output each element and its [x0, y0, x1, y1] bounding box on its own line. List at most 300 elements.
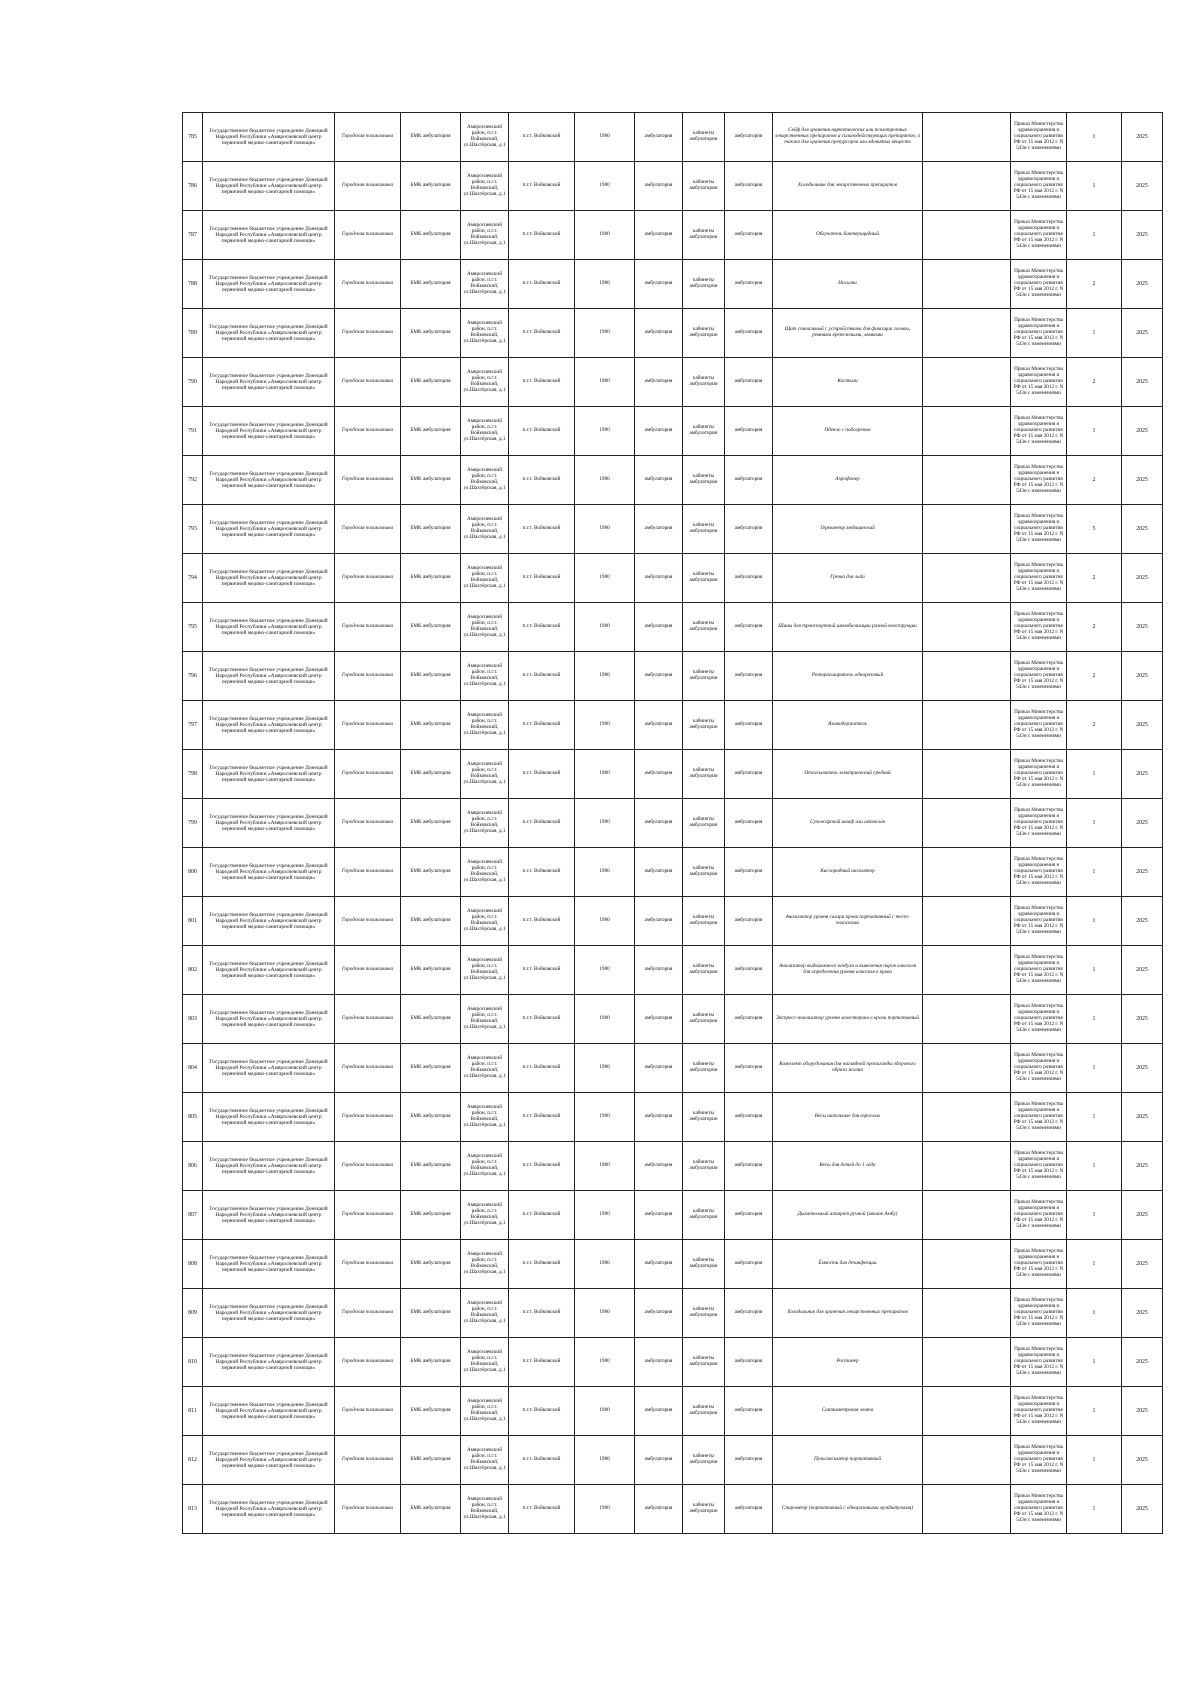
year: 1980: [575, 260, 635, 309]
cabinet: кабинеты амбулатории: [683, 848, 725, 897]
subdivision: БМК амбулатория: [401, 1142, 461, 1191]
legal-basis: Приказ Министерства здравоохранения и социального развития РФ от 15 мая 2012 г. N 543н с изменениями: [1011, 309, 1067, 358]
cabinet: кабинеты амбулатории: [683, 897, 725, 946]
department: амбулатория: [725, 211, 773, 260]
locality: п.г.т. Войковский: [509, 554, 575, 603]
facility-type: Городская поликлиника: [335, 309, 401, 358]
facility-type: Городская поликлиника: [335, 750, 401, 799]
department: амбулатория: [725, 946, 773, 995]
address: Амвросиевский район, п.г.т. Войковский, ул.Шахтёрская, д.1: [461, 897, 509, 946]
quantity: 1: [1067, 897, 1122, 946]
cabinet: кабинеты амбулатории: [683, 1191, 725, 1240]
address: Амвросиевский район, п.г.т. Войковский, ул.Шахтёрская, д.1: [461, 946, 509, 995]
organization-name: Государственное бюджетное учреждение Донецкой Народной Республики «Амвросиевский центр первичной медико-санитарной помощи»: [203, 1044, 335, 1093]
kind: амбулатория: [635, 799, 683, 848]
organization-name: Государственное бюджетное учреждение Донецкой Народной Республики «Амвросиевский центр первичной медико-санитарной помощи»: [203, 1240, 335, 1289]
quantity: 1: [1067, 1093, 1122, 1142]
address: Амвросиевский район, п.г.т. Войковский, ул.Шахтёрская, д.1: [461, 554, 509, 603]
subdivision: БМК амбулатория: [401, 505, 461, 554]
address: Амвросиевский район, п.г.т. Войковский, ул.Шахтёрская, д.1: [461, 1240, 509, 1289]
quantity: 2: [1067, 456, 1122, 505]
locality: п.г.т. Войковский: [509, 701, 575, 750]
kind: амбулатория: [635, 1436, 683, 1485]
legal-basis: Приказ Министерства здравоохранения и социального развития РФ от 15 мая 2012 г. N 543н с изменениями: [1011, 1387, 1067, 1436]
kind: амбулатория: [635, 358, 683, 407]
row-number: 795: [183, 603, 203, 652]
deadline-year: 2025: [1122, 652, 1163, 701]
kind: амбулатория: [635, 1485, 683, 1534]
deadline-year: 2025: [1122, 1338, 1163, 1387]
legal-basis: Приказ Министерства здравоохранения и социального развития РФ от 15 мая 2012 г. N 543н с изменениями: [1011, 1289, 1067, 1338]
address: Амвросиевский район, п.г.т. Войковский, ул.Шахтёрская, д.1: [461, 260, 509, 309]
row-number: 787: [183, 211, 203, 260]
empty-cell: [923, 1485, 1011, 1534]
cabinet: кабинеты амбулатории: [683, 1142, 725, 1191]
deadline-year: 2025: [1122, 1485, 1163, 1534]
equipment-item: Комплект оборудования для наглядной пропаганды здорового образа жизни: [773, 1044, 923, 1093]
table-row: [183, 603, 1163, 652]
table-row: [183, 309, 1163, 358]
organization-name: Государственное бюджетное учреждение Донецкой Народной Республики «Амвросиевский центр первичной медико-санитарной помощи»: [203, 701, 335, 750]
equipment-item: Шины для транспортной иммобилизации разной конструкции: [773, 603, 923, 652]
subdivision: БМК амбулатория: [401, 1485, 461, 1534]
department: амбулатория: [725, 848, 773, 897]
deadline-year: 2025: [1122, 1387, 1163, 1436]
department: амбулатория: [725, 1289, 773, 1338]
equipment-item: Анализатор уровня сахара крови портативный с тест-полосками: [773, 897, 923, 946]
legal-basis: Приказ Министерства здравоохранения и социального развития РФ от 15 мая 2012 г. N 543н с изменениями: [1011, 750, 1067, 799]
quantity: 1: [1067, 162, 1122, 211]
department: амбулатория: [725, 603, 773, 652]
locality: п.г.т. Войковский: [509, 260, 575, 309]
department: амбулатория: [725, 799, 773, 848]
subdivision: БМК амбулатория: [401, 946, 461, 995]
deadline-year: 2025: [1122, 211, 1163, 260]
department: амбулатория: [725, 750, 773, 799]
document-page: [182, 112, 1148, 1534]
quantity: 1: [1067, 995, 1122, 1044]
row-number: 798: [183, 750, 203, 799]
organization-name: Государственное бюджетное учреждение Донецкой Народной Республики «Амвросиевский центр первичной медико-санитарной помощи»: [203, 162, 335, 211]
row-number: 803: [183, 995, 203, 1044]
organization-name: Государственное бюджетное учреждение Донецкой Народной Республики «Амвросиевский центр первичной медико-санитарной помощи»: [203, 554, 335, 603]
table-row: [183, 701, 1163, 750]
equipment-item: Холодильник для хранения лекарственных препаратов: [773, 1289, 923, 1338]
organization-name: Государственное бюджетное учреждение Донецкой Народной Республики «Амвросиевский центр первичной медико-санитарной помощи»: [203, 1289, 335, 1338]
legal-basis: Приказ Министерства здравоохранения и социального развития РФ от 15 мая 2012 г. N 543н с изменениями: [1011, 701, 1067, 750]
kind: амбулатория: [635, 603, 683, 652]
quantity: 1: [1067, 946, 1122, 995]
deadline-year: 2025: [1122, 162, 1163, 211]
empty-cell: [923, 1044, 1011, 1093]
locality: п.г.т. Войковский: [509, 1485, 575, 1534]
organization-name: Государственное бюджетное учреждение Донецкой Народной Республики «Амвросиевский центр первичной медико-санитарной помощи»: [203, 407, 335, 456]
cabinet: кабинеты амбулатории: [683, 1289, 725, 1338]
row-number: 801: [183, 897, 203, 946]
legal-basis: Приказ Министерства здравоохранения и социального развития РФ от 15 мая 2012 г. N 543н с изменениями: [1011, 554, 1067, 603]
equipment-item: Анализатор выдыхаемого воздуха и выявления паров алкоголя для определения уровня алкоголя в крови: [773, 946, 923, 995]
quantity: 1: [1067, 1338, 1122, 1387]
equipment-item: Экспресс-анализатор уровня холестерина в крови портативный: [773, 995, 923, 1044]
locality: п.г.т. Войковский: [509, 799, 575, 848]
quantity: 1: [1067, 1240, 1122, 1289]
cabinet: кабинеты амбулатории: [683, 407, 725, 456]
legal-basis: Приказ Министерства здравоохранения и социального развития РФ от 15 мая 2012 г. N 543н с изменениями: [1011, 505, 1067, 554]
deadline-year: 2025: [1122, 750, 1163, 799]
locality: п.г.т. Войковский: [509, 407, 575, 456]
table-row: [183, 554, 1163, 603]
subdivision: БМК амбулатория: [401, 113, 461, 162]
subdivision: БМК амбулатория: [401, 260, 461, 309]
legal-basis: Приказ Министерства здравоохранения и социального развития РФ от 15 мая 2012 г. N 543н с изменениями: [1011, 1093, 1067, 1142]
address: Амвросиевский район, п.г.т. Войковский, ул.Шахтёрская, д.1: [461, 456, 509, 505]
address: Амвросиевский район, п.г.т. Войковский, ул.Шахтёрская, д.1: [461, 652, 509, 701]
kind: амбулатория: [635, 407, 683, 456]
cabinet: кабинеты амбулатории: [683, 358, 725, 407]
subdivision: БМК амбулатория: [401, 358, 461, 407]
equipment-item: Ёмкости для дезинфекции: [773, 1240, 923, 1289]
kind: амбулатория: [635, 1093, 683, 1142]
deadline-year: 2025: [1122, 1142, 1163, 1191]
year: 1980: [575, 701, 635, 750]
year: 1980: [575, 1191, 635, 1240]
kind: амбулатория: [635, 505, 683, 554]
year: 1980: [575, 652, 635, 701]
department: амбулатория: [725, 652, 773, 701]
subdivision: БМК амбулатория: [401, 995, 461, 1044]
table-row: [183, 211, 1163, 260]
deadline-year: 2025: [1122, 1289, 1163, 1338]
organization-name: Государственное бюджетное учреждение Донецкой Народной Республики «Амвросиевский центр первичной медико-санитарной помощи»: [203, 1191, 335, 1240]
quantity: 1: [1067, 1387, 1122, 1436]
department: амбулатория: [725, 1436, 773, 1485]
subdivision: БМК амбулатория: [401, 799, 461, 848]
year: 1980: [575, 995, 635, 1044]
table-row: [183, 652, 1163, 701]
year: 1980: [575, 505, 635, 554]
year: 1980: [575, 1044, 635, 1093]
row-number: 785: [183, 113, 203, 162]
empty-cell: [923, 358, 1011, 407]
organization-name: Государственное бюджетное учреждение Донецкой Народной Республики «Амвросиевский центр первичной медико-санитарной помощи»: [203, 995, 335, 1044]
legal-basis: Приказ Министерства здравоохранения и социального развития РФ от 15 мая 2012 г. N 543н с изменениями: [1011, 995, 1067, 1044]
equipment-item: Ростомер: [773, 1338, 923, 1387]
empty-cell: [923, 1240, 1011, 1289]
address: Амвросиевский район, п.г.т. Войковский, ул.Шахтёрская, д.1: [461, 995, 509, 1044]
table-row: [183, 1044, 1163, 1093]
empty-cell: [923, 848, 1011, 897]
row-number: 802: [183, 946, 203, 995]
facility-type: Городская поликлиника: [335, 1191, 401, 1240]
cabinet: кабинеты амбулатории: [683, 652, 725, 701]
organization-name: Государственное бюджетное учреждение Донецкой Народной Республики «Амвросиевский центр первичной медико-санитарной помощи»: [203, 799, 335, 848]
kind: амбулатория: [635, 750, 683, 799]
empty-cell: [923, 505, 1011, 554]
equipment-item: Пульсоксиметр портативный: [773, 1436, 923, 1485]
locality: п.г.т. Войковский: [509, 995, 575, 1044]
subdivision: БМК амбулатория: [401, 848, 461, 897]
address: Амвросиевский район, п.г.т. Войковский, ул.Шахтёрская, д.1: [461, 701, 509, 750]
organization-name: Государственное бюджетное учреждение Донецкой Народной Республики «Амвросиевский центр первичной медико-санитарной помощи»: [203, 260, 335, 309]
table-row: [183, 1240, 1163, 1289]
row-number: 806: [183, 1142, 203, 1191]
deadline-year: 2025: [1122, 309, 1163, 358]
facility-type: Городская поликлиника: [335, 113, 401, 162]
table-row: [183, 995, 1163, 1044]
cabinet: кабинеты амбулатории: [683, 750, 725, 799]
locality: п.г.т. Войковский: [509, 848, 575, 897]
locality: п.г.т. Войковский: [509, 1044, 575, 1093]
cabinet: кабинеты амбулатории: [683, 1436, 725, 1485]
equipment-item: Аэрофонер: [773, 456, 923, 505]
organization-name: Государственное бюджетное учреждение Донецкой Народной Республики «Амвросиевский центр первичной медико-санитарной помощи»: [203, 456, 335, 505]
year: 1980: [575, 309, 635, 358]
organization-name: Государственное бюджетное учреждение Донецкой Народной Республики «Амвросиевский центр первичной медико-санитарной помощи»: [203, 309, 335, 358]
equipment-item: Термометр медицинский: [773, 505, 923, 554]
empty-cell: [923, 897, 1011, 946]
facility-type: Городская поликлиника: [335, 211, 401, 260]
department: амбулатория: [725, 358, 773, 407]
quantity: 1: [1067, 1289, 1122, 1338]
department: амбулатория: [725, 456, 773, 505]
locality: п.г.т. Войковский: [509, 897, 575, 946]
row-number: 799: [183, 799, 203, 848]
cabinet: кабинеты амбулатории: [683, 1044, 725, 1093]
locality: п.г.т. Войковский: [509, 1338, 575, 1387]
subdivision: БМК амбулатория: [401, 1387, 461, 1436]
row-number: 811: [183, 1387, 203, 1436]
deadline-year: 2025: [1122, 407, 1163, 456]
facility-type: Городская поликлиника: [335, 1093, 401, 1142]
address: Амвросиевский район, п.г.т. Войковский, ул.Шахтёрская, д.1: [461, 211, 509, 260]
legal-basis: Приказ Министерства здравоохранения и социального развития РФ от 15 мая 2012 г. N 543н с изменениями: [1011, 946, 1067, 995]
locality: п.г.т. Войковский: [509, 1436, 575, 1485]
table-row: [183, 1436, 1163, 1485]
department: амбулатория: [725, 1044, 773, 1093]
kind: амбулатория: [635, 1387, 683, 1436]
year: 1980: [575, 162, 635, 211]
row-number: 810: [183, 1338, 203, 1387]
table-row: [183, 1338, 1163, 1387]
organization-name: Государственное бюджетное учреждение Донецкой Народной Республики «Амвросиевский центр первичной медико-санитарной помощи»: [203, 1338, 335, 1387]
equipment-item: Дыхательный аппарат ручной (мешок Амбу): [773, 1191, 923, 1240]
deadline-year: 2025: [1122, 456, 1163, 505]
subdivision: БМК амбулатория: [401, 407, 461, 456]
department: амбулатория: [725, 1093, 773, 1142]
table-row: [183, 799, 1163, 848]
legal-basis: Приказ Министерства здравоохранения и социального развития РФ от 15 мая 2012 г. N 543н с изменениями: [1011, 456, 1067, 505]
facility-type: Городская поликлиника: [335, 505, 401, 554]
equipment-item: Языкодержатель: [773, 701, 923, 750]
organization-name: Государственное бюджетное учреждение Донецкой Народной Республики «Амвросиевский центр первичной медико-санитарной помощи»: [203, 1436, 335, 1485]
year: 1980: [575, 946, 635, 995]
locality: п.г.т. Войковский: [509, 1093, 575, 1142]
kind: амбулатория: [635, 260, 683, 309]
department: амбулатория: [725, 260, 773, 309]
table-row: [183, 162, 1163, 211]
cabinet: кабинеты амбулатории: [683, 113, 725, 162]
table-row: [183, 848, 1163, 897]
quantity: 2: [1067, 652, 1122, 701]
kind: амбулатория: [635, 897, 683, 946]
address: Амвросиевский район, п.г.т. Войковский, ул.Шахтёрская, д.1: [461, 603, 509, 652]
equipment-item: Кислородный ингалятор: [773, 848, 923, 897]
address: Амвросиевский район, п.г.т. Войковский, ул.Шахтёрская, д.1: [461, 1387, 509, 1436]
department: амбулатория: [725, 995, 773, 1044]
row-number: 809: [183, 1289, 203, 1338]
locality: п.г.т. Войковский: [509, 358, 575, 407]
empty-cell: [923, 1387, 1011, 1436]
locality: п.г.т. Войковский: [509, 456, 575, 505]
deadline-year: 2025: [1122, 113, 1163, 162]
legal-basis: Приказ Министерства здравоохранения и социального развития РФ от 15 мая 2012 г. N 543н с изменениями: [1011, 1338, 1067, 1387]
locality: п.г.т. Войковский: [509, 1387, 575, 1436]
facility-type: Городская поликлиника: [335, 1142, 401, 1191]
row-number: 797: [183, 701, 203, 750]
address: Амвросиевский район, п.г.т. Войковский, ул.Шахтёрская, д.1: [461, 358, 509, 407]
cabinet: кабинеты амбулатории: [683, 1240, 725, 1289]
organization-name: Государственное бюджетное учреждение Донецкой Народной Республики «Амвросиевский центр первичной медико-санитарной помощи»: [203, 750, 335, 799]
subdivision: БМК амбулатория: [401, 162, 461, 211]
equipment-item: Отсасыватель электрический средний: [773, 750, 923, 799]
cabinet: кабинеты амбулатории: [683, 260, 725, 309]
table-row: [183, 113, 1163, 162]
kind: амбулатория: [635, 162, 683, 211]
year: 1980: [575, 1387, 635, 1436]
quantity: 1: [1067, 211, 1122, 260]
organization-name: Государственное бюджетное учреждение Донецкой Народной Республики «Амвросиевский центр первичной медико-санитарной помощи»: [203, 848, 335, 897]
table-row: [183, 1289, 1163, 1338]
table-row: [183, 1485, 1163, 1534]
department: амбулатория: [725, 162, 773, 211]
address: Амвросиевский район, п.г.т. Войковский, ул.Шахтёрская, д.1: [461, 799, 509, 848]
row-number: 812: [183, 1436, 203, 1485]
cabinet: кабинеты амбулатории: [683, 603, 725, 652]
facility-type: Городская поликлиника: [335, 358, 401, 407]
equipment-item: Холодильник для лекарственных препаратов: [773, 162, 923, 211]
kind: амбулатория: [635, 554, 683, 603]
empty-cell: [923, 554, 1011, 603]
empty-cell: [923, 211, 1011, 260]
kind: амбулатория: [635, 309, 683, 358]
address: Амвросиевский район, п.г.т. Войковский, ул.Шахтёрская, д.1: [461, 1191, 509, 1240]
cabinet: кабинеты амбулатории: [683, 456, 725, 505]
empty-cell: [923, 603, 1011, 652]
locality: п.г.т. Войковский: [509, 505, 575, 554]
year: 1980: [575, 1436, 635, 1485]
table-row: [183, 505, 1163, 554]
year: 1980: [575, 799, 635, 848]
deadline-year: 2025: [1122, 799, 1163, 848]
kind: амбулатория: [635, 1338, 683, 1387]
year: 1980: [575, 211, 635, 260]
year: 1980: [575, 456, 635, 505]
locality: п.г.т. Войковский: [509, 1240, 575, 1289]
table-row: [183, 1142, 1163, 1191]
department: амбулатория: [725, 1191, 773, 1240]
organization-name: Государственное бюджетное учреждение Донецкой Народной Республики «Амвросиевский центр первичной медико-санитарной помощи»: [203, 1387, 335, 1436]
subdivision: БМК амбулатория: [401, 1044, 461, 1093]
table-row: [183, 1387, 1163, 1436]
locality: п.г.т. Войковский: [509, 1289, 575, 1338]
table-row: [183, 1191, 1163, 1240]
quantity: 2: [1067, 554, 1122, 603]
address: Амвросиевский район, п.г.т. Войковский, ул.Шахтёрская, д.1: [461, 1485, 509, 1534]
deadline-year: 2025: [1122, 358, 1163, 407]
year: 1980: [575, 407, 635, 456]
department: амбулатория: [725, 1485, 773, 1534]
equipment-item: Облучатель бактерицидный: [773, 211, 923, 260]
empty-cell: [923, 407, 1011, 456]
empty-cell: [923, 995, 1011, 1044]
address: Амвросиевский район, п.г.т. Войковский, ул.Шахтёрская, д.1: [461, 750, 509, 799]
legal-basis: Приказ Министерства здравоохранения и социального развития РФ от 15 мая 2012 г. N 543н с изменениями: [1011, 260, 1067, 309]
kind: амбулатория: [635, 652, 683, 701]
cabinet: кабинеты амбулатории: [683, 799, 725, 848]
year: 1980: [575, 848, 635, 897]
facility-type: Городская поликлиника: [335, 848, 401, 897]
row-number: 788: [183, 260, 203, 309]
organization-name: Государственное бюджетное учреждение Донецкой Народной Республики «Амвросиевский центр первичной медико-санитарной помощи»: [203, 652, 335, 701]
year: 1980: [575, 358, 635, 407]
row-number: 808: [183, 1240, 203, 1289]
table-row: [183, 1093, 1163, 1142]
facility-type: Городская поликлиника: [335, 1485, 401, 1534]
locality: п.г.т. Войковский: [509, 162, 575, 211]
facility-type: Городская поликлиника: [335, 554, 401, 603]
quantity: 1: [1067, 1044, 1122, 1093]
deadline-year: 2025: [1122, 1093, 1163, 1142]
organization-name: Государственное бюджетное учреждение Донецкой Народной Республики «Амвросиевский центр первичной медико-санитарной помощи»: [203, 897, 335, 946]
kind: амбулатория: [635, 848, 683, 897]
facility-type: Городская поликлиника: [335, 1044, 401, 1093]
subdivision: БМК амбулатория: [401, 1093, 461, 1142]
subdivision: БМК амбулатория: [401, 554, 461, 603]
quantity: 1: [1067, 309, 1122, 358]
organization-name: Государственное бюджетное учреждение Донецкой Народной Республики «Амвросиевский центр первичной медико-санитарной помощи»: [203, 505, 335, 554]
locality: п.г.т. Войковский: [509, 946, 575, 995]
empty-cell: [923, 701, 1011, 750]
subdivision: БМК амбулатория: [401, 211, 461, 260]
cabinet: кабинеты амбулатории: [683, 211, 725, 260]
cabinet: кабинеты амбулатории: [683, 946, 725, 995]
quantity: 5: [1067, 505, 1122, 554]
deadline-year: 2025: [1122, 995, 1163, 1044]
locality: п.г.т. Войковский: [509, 652, 575, 701]
organization-name: Государственное бюджетное учреждение Донецкой Народной Республики «Амвросиевский центр первичной медико-санитарной помощи»: [203, 211, 335, 260]
deadline-year: 2025: [1122, 260, 1163, 309]
row-number: 792: [183, 456, 203, 505]
legal-basis: Приказ Министерства здравоохранения и социального развития РФ от 15 мая 2012 г. N 543н с изменениями: [1011, 407, 1067, 456]
empty-cell: [923, 1338, 1011, 1387]
department: амбулатория: [725, 505, 773, 554]
quantity: 1: [1067, 799, 1122, 848]
deadline-year: 2025: [1122, 554, 1163, 603]
facility-type: Городская поликлиника: [335, 162, 401, 211]
empty-cell: [923, 309, 1011, 358]
address: Амвросиевский район, п.г.т. Войковский, ул.Шахтёрская, д.1: [461, 1142, 509, 1191]
deadline-year: 2025: [1122, 505, 1163, 554]
address: Амвросиевский район, п.г.т. Войковский, ул.Шахтёрская, д.1: [461, 1436, 509, 1485]
cabinet: кабинеты амбулатории: [683, 554, 725, 603]
deadline-year: 2025: [1122, 603, 1163, 652]
kind: амбулатория: [635, 995, 683, 1044]
kind: амбулатория: [635, 456, 683, 505]
year: 1980: [575, 113, 635, 162]
year: 1980: [575, 1289, 635, 1338]
quantity: 1: [1067, 113, 1122, 162]
subdivision: БМК амбулатория: [401, 456, 461, 505]
